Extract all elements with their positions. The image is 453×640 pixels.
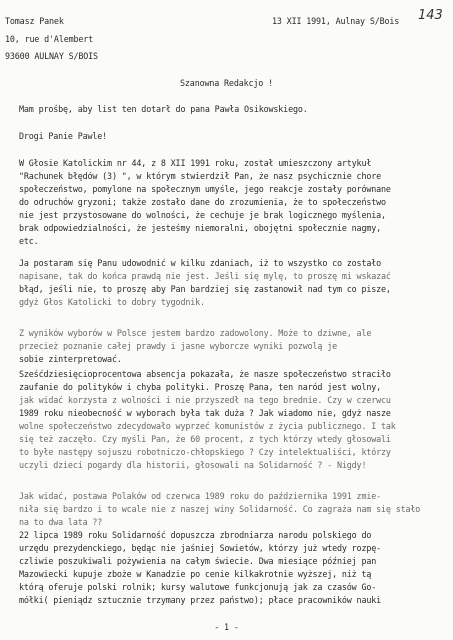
paragraph-line: 22 lipca 1989 roku Solidarność dopuszcza zbrodniarza narodu polskiego do — [19, 530, 372, 540]
paragraph-line: Sześćdziesięcioprocentowa absencja pokazała, że nasze społeczeństwo straciło — [19, 369, 391, 379]
paragraph-line: przecież poznanie całej prawdy i jasne wyborcze wyniki pozwolą je — [19, 341, 337, 351]
paragraph-line: na to dwa lata ?? — [19, 517, 103, 527]
paragraph-line: brak odpowiedzialności, że jesteśmy niemoralni, obojętni społecznie nagmy, — [19, 223, 382, 233]
paragraph-line: społeczeństwo, pomylone na społecznym umyśle, jego reakcje zostały porównane — [19, 184, 391, 194]
paragraph-line: W Głosie Katolickim nr 44, z 8 XII 1991 roku, został umieszczony artykuł — [19, 158, 372, 168]
paragraph-line: uczyli dzieci pogardy dla historii, głosowali na Solidarność ? - Nigdy! — [19, 460, 367, 470]
paragraph-line: zaufanie do polityków i chyba polityki. Proszę Pana, ten naród jest wolny, — [19, 382, 382, 392]
paragraph-line: etc. — [19, 236, 39, 246]
paragraph-line: się też zaczęło. Czy myśli Pan, że 60 procent, z tych którzy wtedy głosowali — [19, 434, 391, 444]
salutation-editors: Szanowna Redakcjo ! — [180, 78, 273, 88]
paragraph-line: napisane, tak do końca prawdą nie jest. Jeśli się mylę, to proszę mi wskazać — [19, 271, 391, 281]
paragraph-line: "Rachunek błędów (3) ", w którym stwierdził Pan, że nasz psychicznie chore — [19, 171, 382, 181]
paragraph-line: Jak widać, postawa Polaków od czerwca 1989 roku do października 1991 zmie- — [19, 491, 382, 501]
paragraph-line: do odruchów gryzoni; także zostało dane do zrozumienia, że to społeczeństwo — [19, 197, 386, 207]
paragraph-line: którą oferuje polski rolnik; kursy walutowe funkcjonują jak za czasów Go- — [19, 582, 377, 592]
sender-street: 10, rue d'Alembert — [5, 34, 94, 44]
paragraph-line: Z wyników wyborów w Polsce jestem bardzo zadowolony. Może to dziwne, ale — [19, 328, 372, 338]
paragraph-line: urzędu prezydenckiego, będąc nie jaśniej Sowietów, którzy już wtedy rozpę- — [19, 543, 382, 553]
paragraph-line: gdyż Głos Katolicki to dobry tygodnik. — [19, 297, 205, 307]
paragraph-line: Ja postaram się Panu udowodnić w kilku zdaniach, iż to wszystko co zostało — [19, 258, 382, 268]
sender-name: Tomasz Panek — [5, 16, 64, 26]
sender-city: 93600 AULNAY S/BOIS — [5, 51, 98, 61]
salutation-author: Drogi Panie Pawle! — [19, 131, 108, 141]
paragraph-line: mółki( pieniądz sztucznie trzymany przez państwo); płace pracowników nauki — [19, 595, 382, 605]
date-place: 13 XII 1991, Aulnay S/Bois — [272, 16, 400, 26]
paragraph-line: wolne społeczeństwo zdecydowało wyprzeć komunistów z życia publicznego. I tak — [19, 421, 396, 431]
footer-page-number: - 1 - — [214, 622, 239, 632]
paragraph-line: sobie zinterpretować. — [19, 354, 122, 364]
paragraph-line: 1989 roku nieobecność w wyborach była tak duża ? Jak wiadomo nie, gdyż nasze — [19, 408, 391, 418]
paragraph-line: czliwie poszukiwali pożywienia na całym świecie. Dwa miesiące później pan — [19, 556, 377, 566]
handwritten-page-number: 143 — [418, 8, 443, 23]
paragraph-line: błąd, jeśli nie, to proszę aby Pan bardziej się zastanowił nad tym co pisze, — [19, 284, 391, 294]
paragraph-line: Mazowiecki kupuje zboże w Kanadzie po cenie kilkakrotnie wyższej, niż tą — [19, 569, 372, 579]
request-line: Mam prośbę, aby list ten dotarł do pana Pawła Osikowskiego. — [19, 104, 308, 114]
paragraph-line: jak widać korzysta z wolności i nie przyszedł na tego brednie. Czy w czerwcu — [19, 395, 391, 405]
paragraph-line: nie jest przystosowane do wolności, że cechuje je brak logicznego myślenia, — [19, 210, 386, 220]
paragraph-line: niła się bardzo i to wcale nie z naszej winy Solidarność. Co zagraża nam się stało — [19, 504, 421, 514]
paragraph-line: to byłe następy sojuszu robotniczo-chłopskiego ? Czy intelektualiści, którzy — [19, 447, 391, 457]
